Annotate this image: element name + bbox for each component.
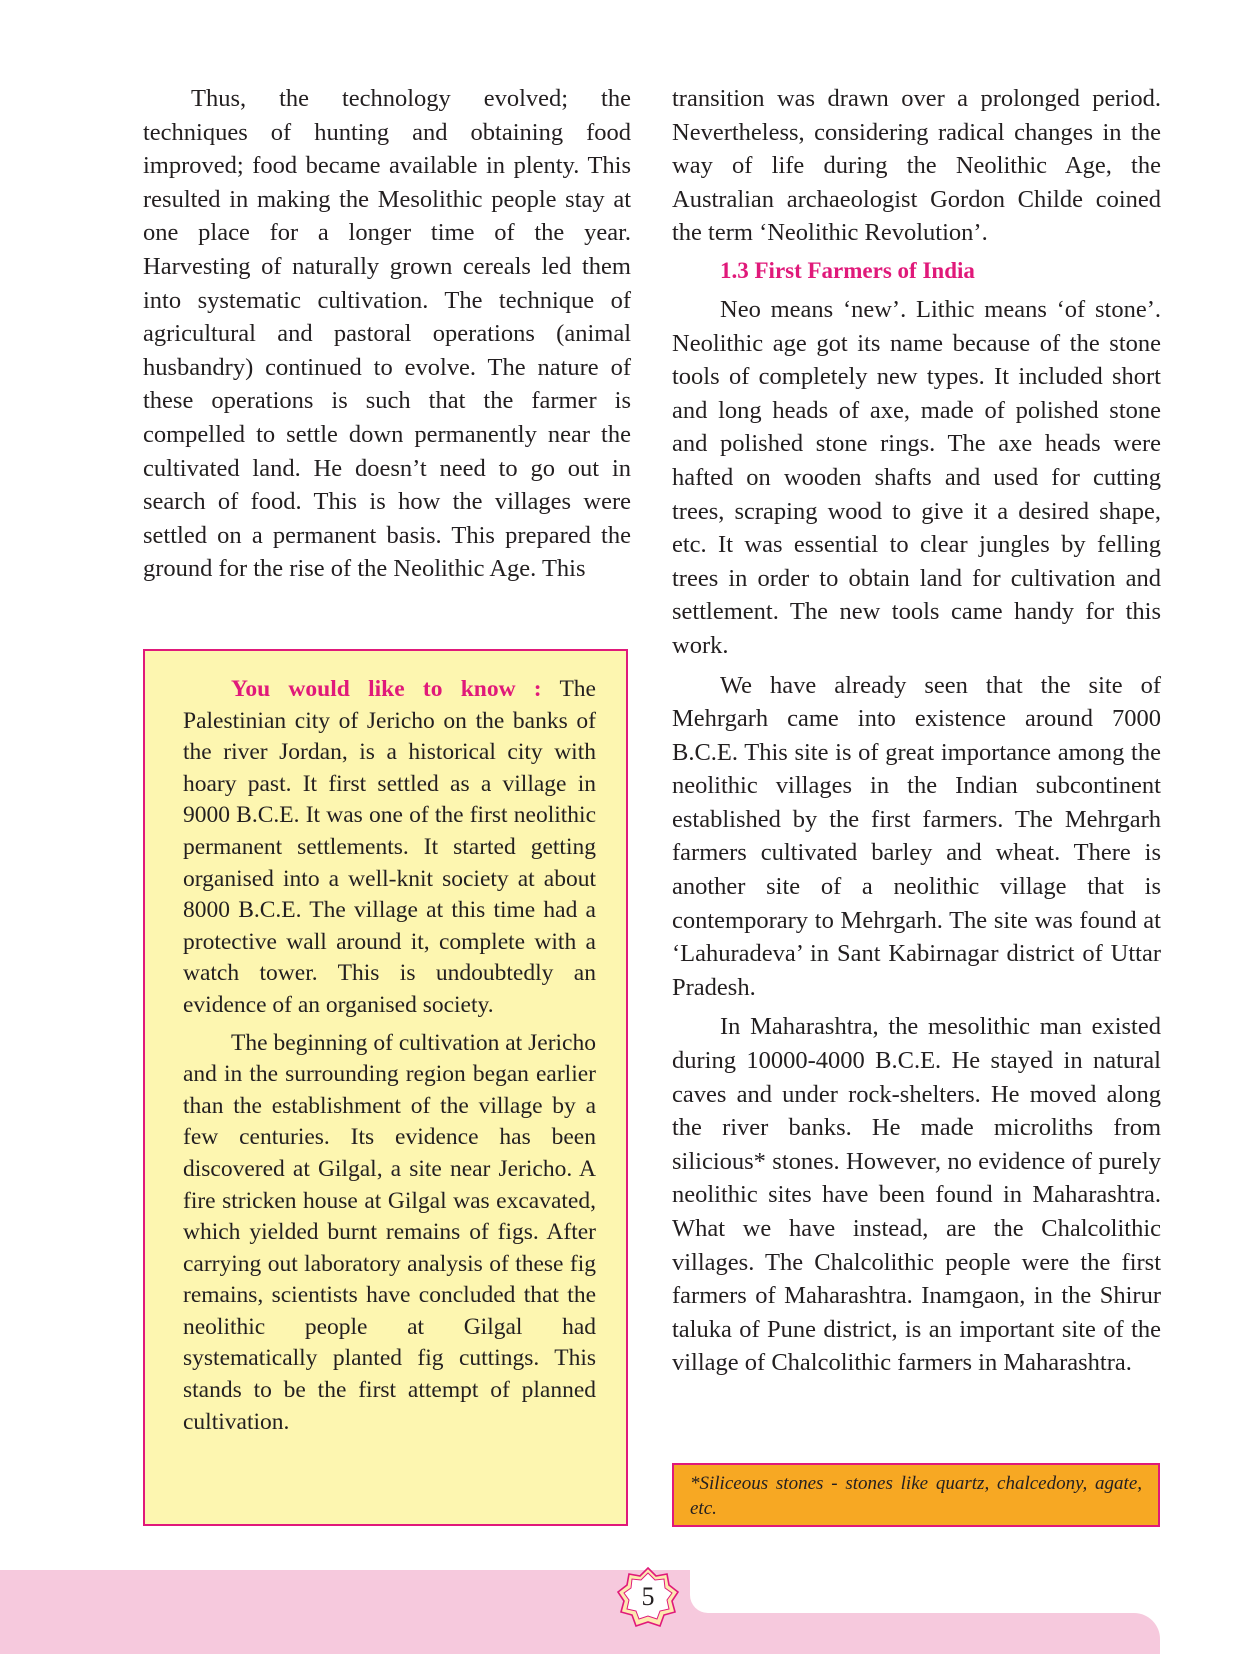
box-paragraph-2: The beginning of cultivation at Jericho and in the surrounding region began earlier than the establishment of the village by a few centuries. Its evidence has been discovered at Gilgal, a site near Jericho. A fire stricken house at Gilgal was excavated, which yielded burnt remains of figs. After carrying out laboratory analysis of these fig remains, scientists have concluded that the neolithic people at Gilgal had systematically planted fig cuttings. This stands to be the first attempt of planned cultivation.	[183, 1029, 596, 1435]
section-heading: 1.3 First Farmers of India	[720, 257, 975, 283]
did-you-know-box	[143, 649, 628, 1526]
right-paragraph-3: We have already seen that the site of Mehrgarh came into existence around 7000 B.C.E. This site is of great importance among the neolithic villages in the Indian subcontinent established by the first farmers. The Mehrgarh farmers cultivated barley and wheat. There is another site of a neolithic village that is contemporary to Mehrgarh. The site was found at ‘Lahuradeva’ in Sant Kabirnagar district of Uttar Pradesh.	[672, 671, 1161, 1001]
footer-band	[0, 1570, 690, 1654]
footer-band-notch	[690, 1570, 1241, 1613]
box-title: You would like to know :	[231, 676, 542, 702]
footer-band-bottom	[690, 1613, 1160, 1654]
right-paragraph-1: transition was drawn over a prolonged period. Nevertheless, considering radical changes in the way of life during the Neolithic Age, the Australian archaeologist Gordon Childe coined the term ‘Neolithic Revolution’.	[672, 85, 1161, 247]
left-paragraph-1: Thus, the technology evolved; the techniques of hunting and obtaining food improved; food became available in plenty. This resulted in making the Mesolithic people stay at one place for a longer time of the year. Harvesting of naturally grown cereals led them into systematic cultivation. The technique of agricultural and pastoral operations (animal husbandry) continued to evolve. The nature of these operations is such that the farmer is compelled to settle down permanently near the cultivated land. He doesn’t need to go out in search of food. This is how the villages were settled on a permanent basis. This prepared the ground for the rise of the Neolithic Age. This	[143, 85, 631, 583]
right-column	[672, 82, 1161, 1380]
right-paragraph-2: Neo means ‘new’. Lithic means ‘of stone’. Neolithic age got its name because of the stone tools of completely new types. It included short and long heads of axe, made of polished stone and polished stone rings. The axe heads were hafted on wooden shafts and used for cutting trees, scraping wood to give it a desired shape, etc. It was essential to clear jungles by felling trees in order to obtain land for cultivation and settlement. The new tools came handy for this work.	[672, 295, 1161, 659]
box-paragraph-1-text: The Palestinian city of Jericho on the banks of the river Jordan, is a historical city with hoary past. It first settled as a village in 9000 B.C.E. It was one of the first neolithic permanent settlements. It started getting organised into a well-knit society at about 8000 B.C.E. The village at this time had a protective wall around it, complete with a watch tower. This is undoubtedly an evidence of an organised society.	[183, 676, 596, 1018]
page-number: 5	[641, 1582, 655, 1611]
box-paragraph-1	[183, 674, 596, 1022]
right-paragraph-4: In Maharashtra, the mesolithic man existed during 10000-4000 B.C.E. He stayed in natural caves and under rock-shelters. He moved along the river banks. He made microliths from silicious* stones. However, no evidence of purely neolithic sites have been found in Maharashtra. What we have instead, are the Chalcolithic villages. The Chalcolithic people were the first farmers of Maharashtra. Inamgaon, in the Shirur taluka of Pune district, is an important site of the village of Chalcolithic farmers in Maharashtra.	[672, 1013, 1161, 1377]
footnote-box: *Siliceous stones - stones like quartz, chalcedony, agate, etc.	[672, 1463, 1160, 1527]
left-column	[143, 82, 631, 586]
